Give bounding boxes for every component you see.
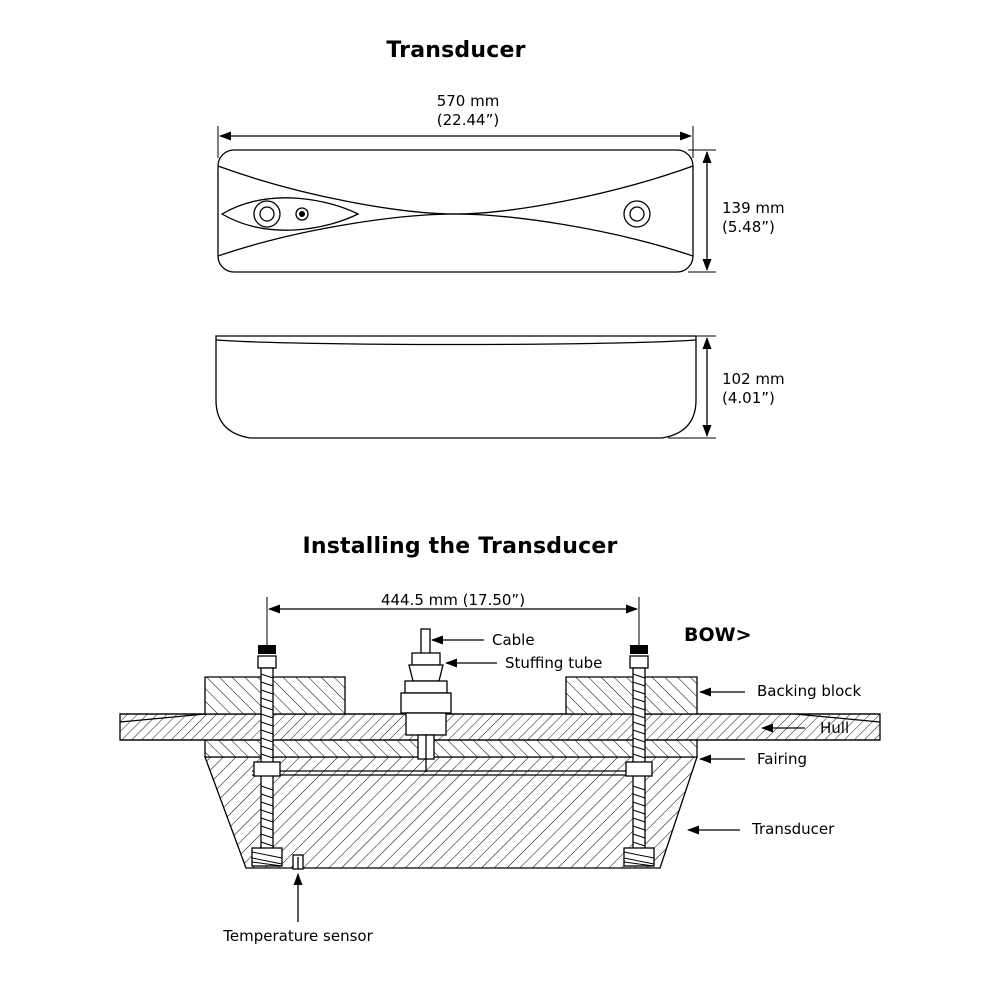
side-view-thickness-in: (4.01”) <box>722 389 775 407</box>
bow-indicator-label: BOW> <box>684 624 752 646</box>
callout-fairing: Fairing <box>757 750 807 768</box>
side-view-thickness-mm: 102 mm <box>722 370 785 388</box>
top-view-height-mm: 139 mm <box>722 199 785 217</box>
top-view-height-in: (5.48”) <box>722 218 775 236</box>
callout-cable: Cable <box>492 631 535 649</box>
temperature-sensor <box>293 855 303 869</box>
top-view-width-label <box>368 92 568 130</box>
side-view-thickness-label <box>722 370 785 408</box>
page-title-transducer: Transducer <box>386 38 526 63</box>
top-view-height-label <box>722 199 785 237</box>
page-title-installing: Installing the Transducer <box>302 534 618 559</box>
callout-temperature-sensor: Temperature sensor <box>223 927 373 945</box>
top-view-width-mm: 570 mm <box>436 92 500 110</box>
callout-backing-block: Backing block <box>757 682 862 700</box>
top-view-plan <box>218 150 693 272</box>
top-view-width-in: (22.44”) <box>436 111 500 129</box>
side-view-profile <box>216 336 696 438</box>
install-spacing-label: 444.5 mm (17.50”) <box>380 591 526 609</box>
callout-hull: Hull <box>820 719 850 737</box>
callout-stuffing-tube: Stuffing tube <box>505 654 603 672</box>
callout-transducer: Transducer <box>752 820 835 838</box>
